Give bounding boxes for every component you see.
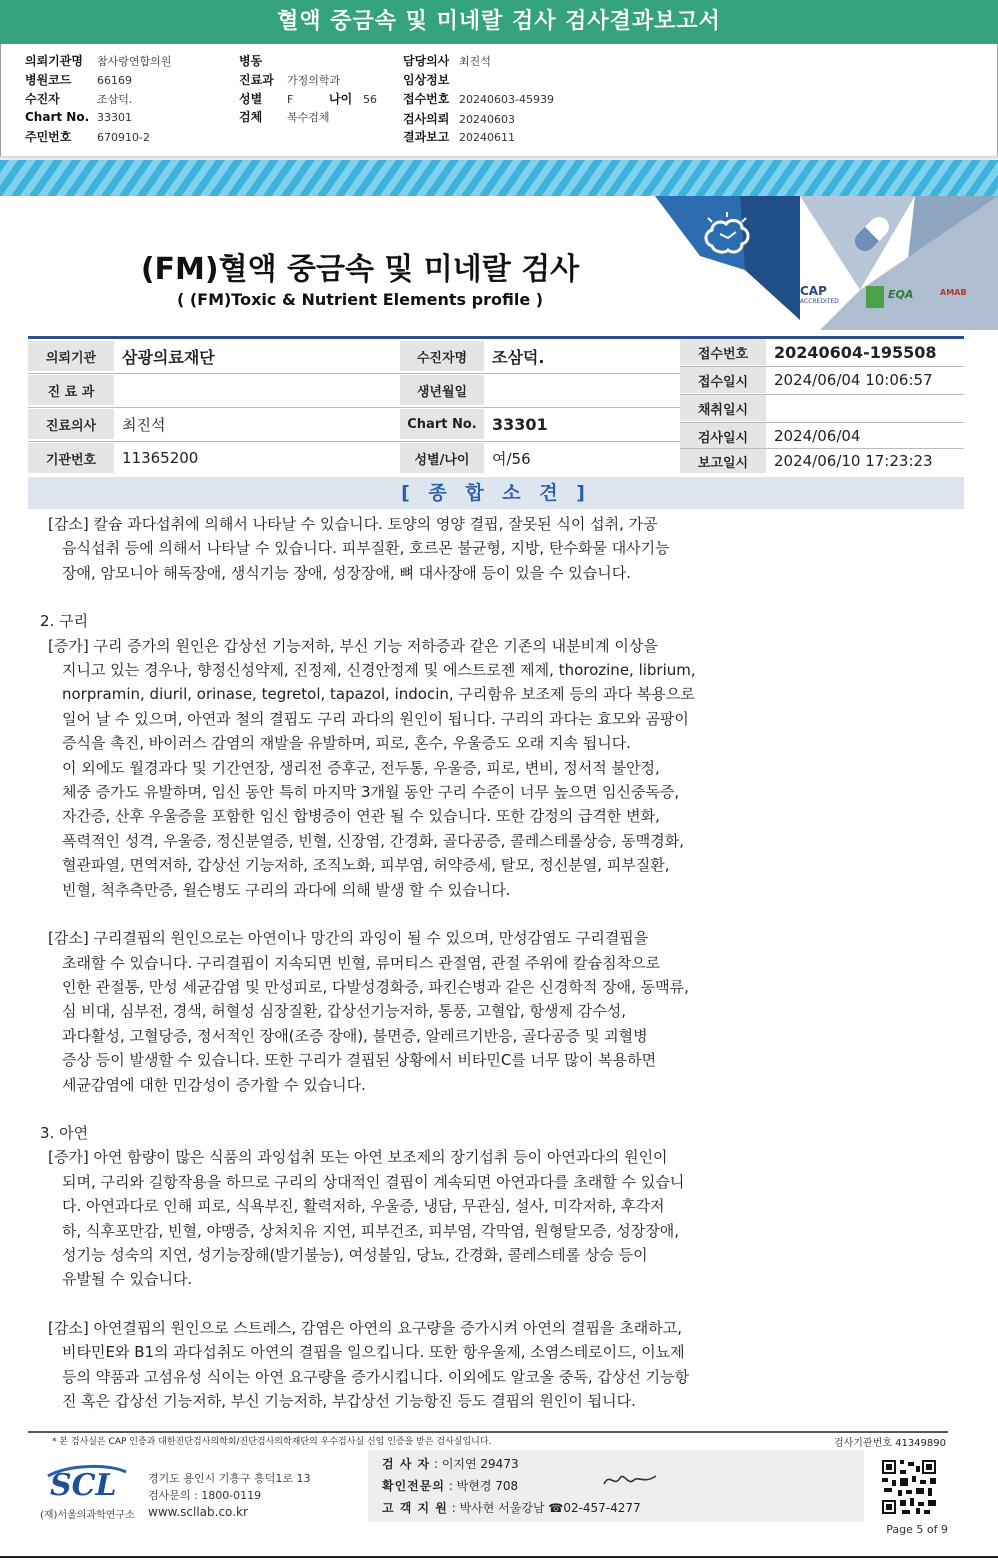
examiner-row: 검 사 자 : 이지연 29473 — [382, 1457, 519, 1471]
label-test-time: 검사일시 — [680, 423, 766, 449]
page-number: Page 5 of 9 — [886, 1523, 948, 1536]
scl-logo: SCL (재)서울의과학연구소 — [40, 1462, 130, 1520]
qr-code-icon — [880, 1458, 938, 1516]
specialist-row: 확인전문의 : 박현경 708 — [382, 1479, 519, 1493]
top-field-resident-no: 주민번호 670910-2 — [25, 130, 150, 144]
org-id: 검사기관번호 41349890 — [833, 1438, 946, 1449]
row-divider — [28, 441, 680, 442]
top-field-receipt-no: 접수번호 20240603-45939 — [403, 92, 554, 106]
top-field-age: 나이 56 — [329, 92, 377, 106]
signature-box — [368, 1450, 864, 1522]
test-title: (FM)혈액 중금속 및 미네랄 검사 — [140, 252, 580, 287]
report-title: 혈액 중금속 및 미네랄 검사 검사결과보고서 — [0, 0, 998, 44]
label-receipt-time: 접수일시 — [680, 367, 766, 393]
top-field-clinical-info: 임상정보 — [403, 73, 450, 87]
paragraph-zinc-decrease: [감소] 아연결핍의 원인으로 스트레스, 감염은 아연의 요구량을 증가시켜 아연의 결핍을 초래하고, 비타민E와 B1의 과다섭취도 아연의 결핍을 일으킵니다. 또한 항우울제, 소염스테로이드, 이뇨제 등의 약품과 고섬유성 식이는 아연 요구량을 증가시킵니다. 이외에도 알코올 중독, 갑상선 기능항 진 혹은 갑상선 기능저하, 부신 기능저하, 부갑상선 기능항진 등도 결핍의 원인이 됩니다. — [48, 1318, 690, 1410]
value-patient-name: 조삼덕. — [492, 347, 545, 367]
section-heading-copper: 2. 구리 — [40, 612, 89, 631]
value-birthdate — [484, 375, 680, 405]
paragraph-calcium-decrease: [감소] 칼슘 과다섭취에 의해서 나타날 수 있습니다. 토양의 영양 결핍, 잘못된 식이 섭취, 가공 음식섭취 등에 의해서 나타날 수 있습니다. 피부질환, 호르몬 불균형, 지방, 탄수화물 대사기능 장애, 암모니아 해독장애, 생식기능 장애, 성장장애, 뼈 대사장애 등이 있을 수 있습니다. — [48, 515, 670, 582]
label-chart-no: Chart No. — [400, 409, 484, 439]
summary-body — [40, 512, 750, 1413]
label-receipt-no: 접수번호 — [680, 339, 766, 365]
row-divider — [680, 366, 964, 367]
row-divider — [28, 373, 680, 374]
label-report-time: 보고일시 — [680, 449, 766, 473]
value-receipt-time: 2024/06/04 10:06:57 — [774, 371, 933, 389]
top-field-hospital-code: 병원코드 66169 — [25, 73, 132, 87]
top-field-specimen: 검체 복수검체 — [239, 110, 330, 124]
top-field-doctor: 담당의사 최진석 — [403, 54, 491, 68]
top-field-patient: 수진자 조삼덕. — [25, 92, 133, 106]
label-doctor: 진료의사 — [28, 409, 114, 439]
row-divider — [680, 448, 964, 449]
footer-divider — [28, 1431, 948, 1433]
value-chart-no: 33301 — [492, 414, 548, 434]
top-field-client: 의뢰기관명 참사랑연합의원 — [25, 54, 172, 68]
value-sex-age: 여/56 — [492, 449, 531, 468]
label-dept: 진 료 과 — [28, 375, 114, 405]
value-collect-time — [766, 395, 964, 421]
top-field-dept: 진료과 가정의학과 — [239, 73, 341, 87]
paragraph-zinc-increase: [증가] 아연 함량이 많은 식품의 과잉섭취 또는 아연 보조제의 장기섭취 등이 아연과다의 원인이 되며, 구리와 길항작용을 하므로 구리의 상대적인 결핍이 계속되면 아연과다를 초래할 수 있습니 다. 아연과다로 인해 피로, 식욕부진, 활력저하, 우울증, 냉담, 무관심, 설사, 미각저하, 후각저 하, 식후포만감, 빈혈, 야맹증, 상처치유 지연, 피부건조, 피부염, 각막염, 원형탈모증, 성장장애, 성기능 성숙의 지연, 성기능장해(발기불능), 여성불임, 당뇨, 간경화, 콜레스테롤 상승 등이 유발될 수 있습니다. — [48, 1148, 685, 1289]
paragraph-copper-decrease: [감소] 구리결핍의 원인으로는 아연이나 망간의 과잉이 될 수 있으며, 만성감염도 구리결핍을 초래할 수 있습니다. 구리결핍이 지속되면 빈혈, 류머티스 관절염, 관절 주위에 칼슘침착으로 인한 관절통, 만성 세균감염 및 만성피로, 다발성경화증, 파킨슨병과 같은 신경학적 장애, 동맥류, 심 비대, 심부전, 경색, 허혈성 심장질환, 갑상선기능저하, 통풍, 고혈압, 항생제 감수성, 과다활성, 고혈당증, 정서적인 장애(조증 장애), 불면증, 알레르기반응, 골다공증 및 괴혈병 증상 등이 발생할 수 있습니다. 또한 구리가 결핍된 상황에서 비타민C를 너무 많이 복용하면 세균감염에 대한 민감성이 증가할 수 있습니다. — [48, 929, 689, 1094]
top-field-ward: 병동 — [239, 54, 263, 68]
top-field-request-date: 검사의뢰 20240603 — [403, 112, 515, 126]
capsule-icon — [846, 208, 898, 260]
support-row: 고 객 지 원 : 박사현 서울강남 ☎02-457-4277 — [382, 1501, 641, 1515]
top-field-chart-no: Chart No. 33301 — [25, 110, 132, 124]
value-report-time: 2024/06/10 17:23:23 — [774, 452, 933, 470]
label-patient-name: 수진자명 — [400, 341, 484, 371]
test-subtitle: ( (FM)Toxic & Nutrient Elements profile ) — [176, 290, 544, 309]
row-divider — [680, 394, 964, 395]
label-org-no: 기관번호 — [28, 443, 114, 473]
label-collect-time: 채취일시 — [680, 395, 766, 421]
label-birthdate: 생년월일 — [400, 375, 484, 405]
cap-logo: CAP ACCREDITED — [800, 284, 839, 305]
value-receipt-no: 20240604-195508 — [774, 342, 937, 362]
top-field-sex: 성별 F — [239, 92, 294, 106]
accreditation-note: * 본 검사실은 CAP 인증과 대한진단검사의학회/진단검사의학재단의 우수검사실 신임 인증을 받은 검사실입니다. — [52, 1437, 492, 1447]
row-divider — [28, 407, 680, 408]
summary-heading: [ 종 합 소 견 ] — [28, 477, 964, 509]
lab-address: 경기도 용인시 기흥구 흥덕1로 13 검사문의 : 1800-0119 www.scllab.co.kr — [148, 1472, 311, 1519]
value-org-no: 11365200 — [122, 449, 199, 467]
value-test-time: 2024/06/04 — [774, 427, 861, 445]
bottom-rule — [0, 1556, 998, 1558]
label-client: 의뢰기관 — [28, 341, 114, 371]
certification-logo — [866, 286, 884, 308]
top-info-panel — [0, 44, 998, 157]
amab-logo: AMAB — [940, 288, 967, 297]
value-client: 삼광의료재단 — [122, 347, 215, 367]
paragraph-copper-increase: [증가] 구리 증가의 원인은 갑상선 기능저하, 부신 기능 저하증과 같은 기존의 내분비계 이상을 지니고 있는 경우나, 향정신성약제, 진정제, 신경안정제 및 에스트로젠 제제, thorozine, librium, norpramin, diuril, orinase, tegretol, tapazol, indocin, 구리함유 보조제 등의 과다 복용으로 일어 날 수 있으며, 아연과 철의 결핍도 구리 과다의 원인이 됩니다. 구리의 과다는 효모와 곰팡이 증식을 촉진, 바이러스 감염의 재발을 유발하며, 피로, 혼수, 우울증도 오래 지속 됩니다. 이 외에도 월경과다 및 기간연장, 생리전 증후군, 전두통, 우울증, 피로, 변비, 정서적 불안정, 체중 증가도 유발하며, 임신 동안 특히 마지막 3개월 동안 구리 수준이 너무 높으면 임신중독증, 자간증, 산후 우울증을 포함한 임신 합병증이 연관 될 수 있습니다. 또한 감정의 급격한 변화, 폭력적인 성격, 우울증, 정신분열증, 빈혈, 신장염, 간경화, 골다공증, 콜레스테롤상승, 동맥경화, 혈관파열, 면역저하, 갑상선 기능저하, 조직노화, 피부염, 허약증세, 탈모, 정신분열, 피부질환, 빈혈, 척추측만증, 윌슨병도 구리의 과다에 의해 발생 할 수 있습니다. — [48, 636, 696, 899]
value-dept — [114, 375, 400, 405]
section-heading-zinc: 3. 아연 — [40, 1123, 89, 1142]
row-divider — [680, 422, 964, 423]
eqa-logo: EQA — [888, 288, 914, 301]
patient-info-table — [28, 336, 964, 475]
value-doctor: 최진석 — [122, 415, 166, 434]
label-sex-age: 성별/나이 — [400, 443, 484, 473]
signature-icon — [600, 1468, 660, 1492]
top-field-report-date: 결과보고 20240611 — [403, 130, 515, 144]
